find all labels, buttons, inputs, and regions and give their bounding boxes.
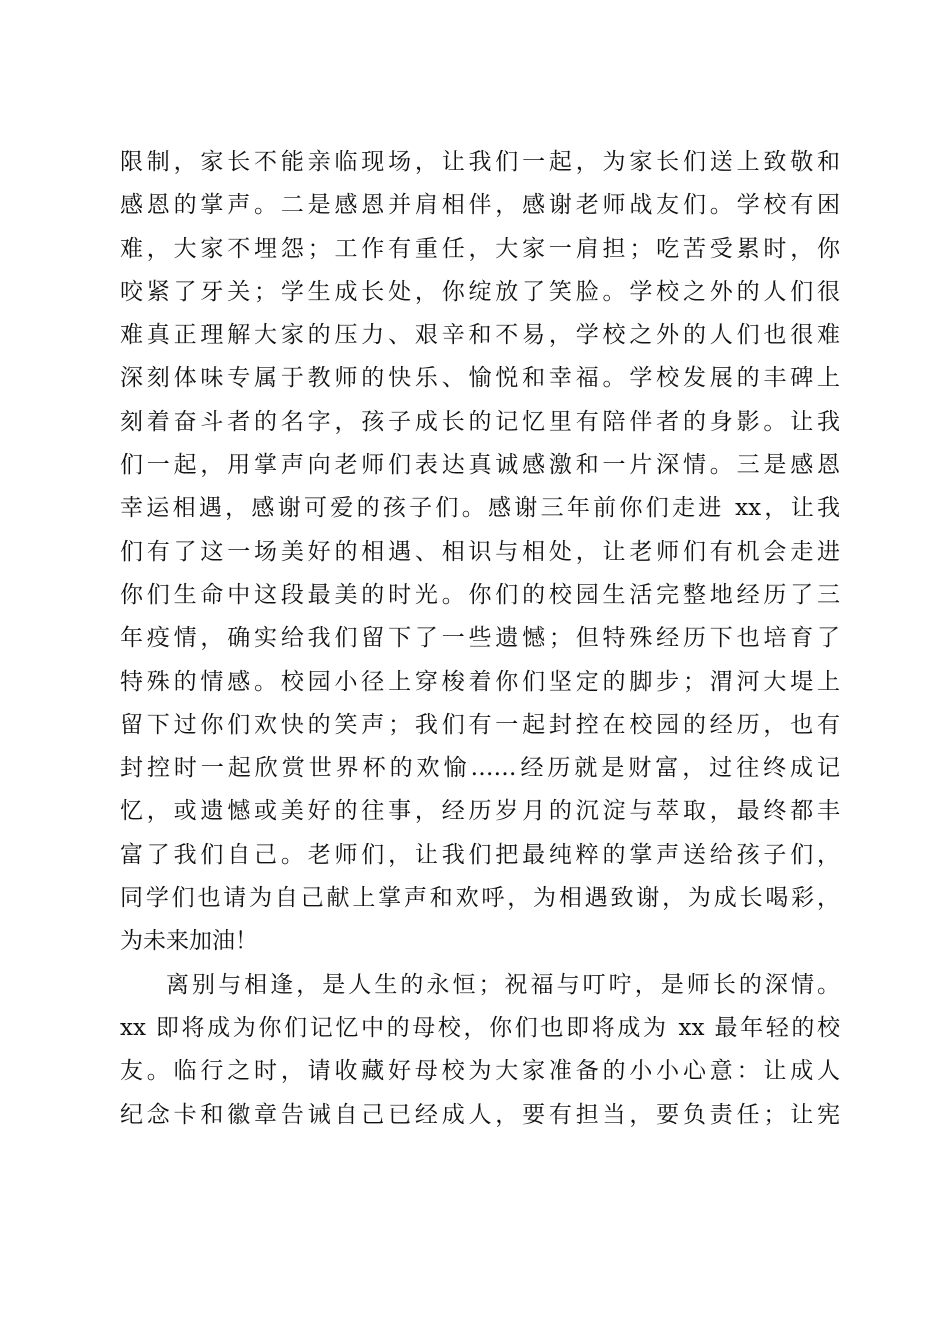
- text-line: 难真正理解大家的压力、艰辛和不易，学校之外的人们也很难: [120, 322, 840, 349]
- text-line: 们有了这一场美好的相遇、相识与相处，让老师们有机会走进: [120, 538, 840, 565]
- text-line: xx 即将成为你们记忆中的母校，你们也即将成为 xx 最年轻的校: [120, 1014, 840, 1041]
- paragraph-end-line: 为未来加油！: [120, 928, 258, 955]
- text-line: 封控时一起欣赏世界杯的欢愉……经历就是财富，过往终成记: [120, 755, 840, 782]
- body-text: [120, 141, 840, 1137]
- text-line: 幸运相遇，感谢可爱的孩子们。感谢三年前你们走进 xx，让我: [120, 495, 840, 522]
- text-line: 留下过你们欢快的笑声；我们有一起封控在校园的经历，也有: [120, 711, 840, 738]
- text-line: 同学们也请为自己献上掌声和欢呼，为相遇致谢，为成长喝彩，: [120, 885, 840, 912]
- text-line: 你们生命中这段最美的时光。你们的校园生活完整地经历了三: [120, 581, 840, 608]
- text-line: 难，大家不埋怨；工作有重任，大家一肩担；吃苦受累时，你: [120, 235, 840, 262]
- text-line: 富了我们自己。老师们，让我们把最纯粹的掌声送给孩子们，: [120, 841, 840, 868]
- text-line: 深刻体味专属于教师的快乐、愉悦和幸福。学校发展的丰碑上: [120, 365, 840, 392]
- text-line: 刻着奋斗者的名字，孩子成长的记忆里有陪伴者的身影。让我: [120, 408, 840, 435]
- paragraph-start-line: 离别与相逢，是人生的永恒；祝福与叮咛，是师长的深情。: [166, 971, 840, 998]
- text-line: 纪念卡和徽章告诫自己已经成人，要有担当，要负责任；让宪: [120, 1101, 840, 1128]
- text-line: 们一起，用掌声向老师们表达真诚感激和一片深情。三是感恩: [120, 452, 840, 479]
- text-line: 咬紧了牙关；学生成长处，你绽放了笑脸。学校之外的人们很: [120, 278, 840, 305]
- text-line: 年疫情，确实给我们留下了一些遗憾；但特殊经历下也培育了: [120, 625, 840, 652]
- text-line: 忆，或遗憾或美好的往事，经历岁月的沉淀与萃取，最终都丰: [120, 798, 840, 825]
- text-line: 特殊的情感。校园小径上穿梭着你们坚定的脚步；渭河大堤上: [120, 668, 840, 695]
- text-line: 限制，家长不能亲临现场，让我们一起，为家长们送上致敬和: [120, 149, 840, 175]
- text-line: 感恩的掌声。二是感恩并肩相伴，感谢老师战友们。学校有困: [120, 192, 840, 219]
- text-line: 友。临行之时，请收藏好母校为大家准备的小小心意：让成人: [120, 1058, 840, 1085]
